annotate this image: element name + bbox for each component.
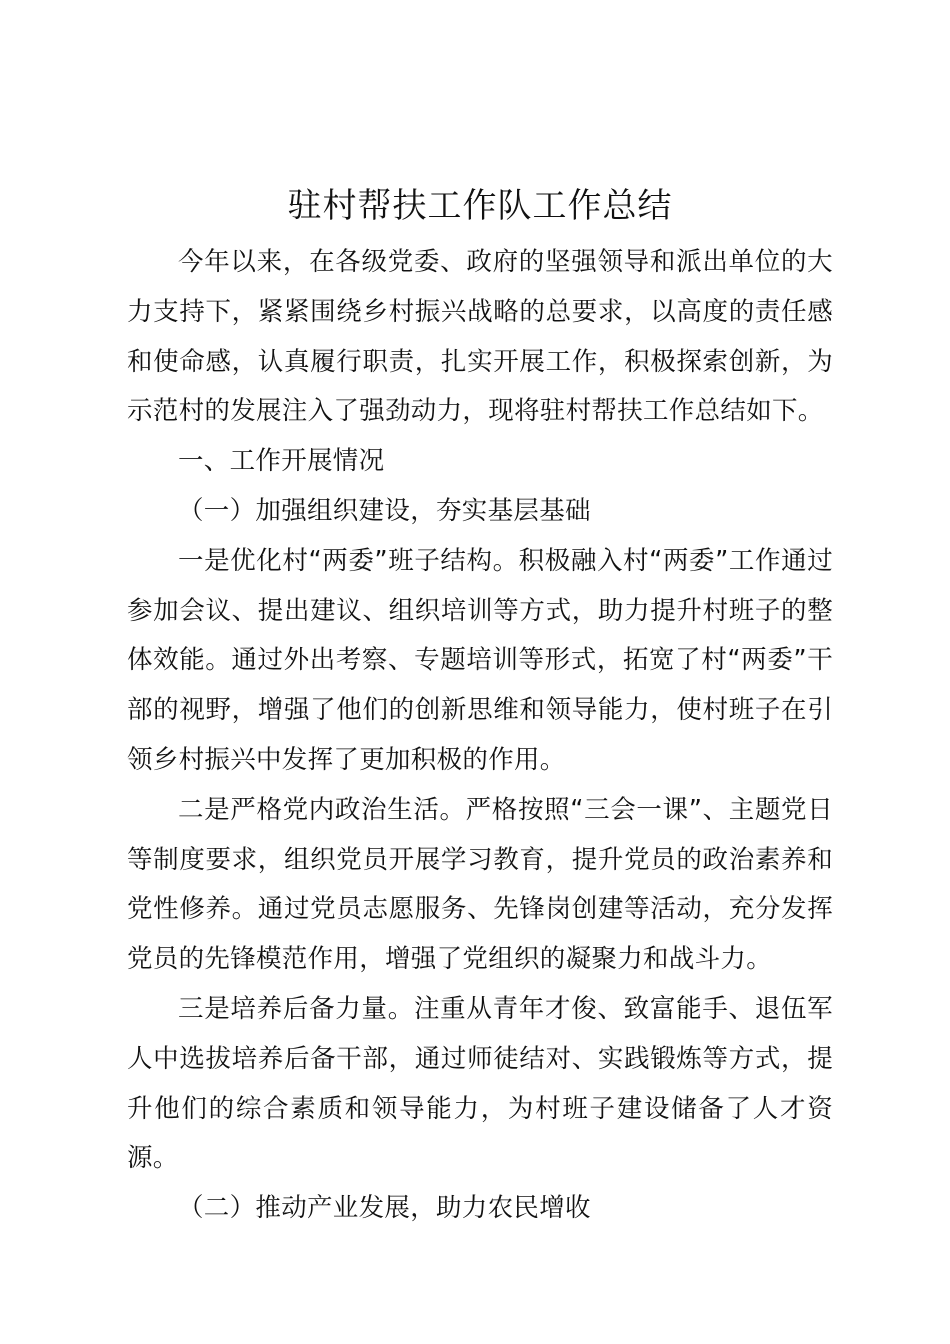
- paragraph-optimize-committee: 一是优化村“两委”班子结构。积极融入村“两委”工作通过参加会议、提出建议、组织培训等方式，助力提升村班子的整体效能。通过外出考察、专题培训等形式，拓宽了村“两委”干部的视野，增强了他们的创新思维和领导能力，使村班子在引领乡村振兴中发挥了更加积极的作用。: [127, 545, 833, 775]
- intro-paragraph: 今年以来，在各级党委、政府的坚强领导和派出单位的大力支持下，紧紧围绕乡村振兴战略的总要求，以高度的责任感和使命感，认真履行职责，扎实开展工作，积极探索创新，为示范村的发展注入了强劲动力，现将驻村帮扶工作总结如下。: [127, 247, 833, 427]
- section-heading-1: 一、工作开展情况: [178, 446, 385, 477]
- paragraph-party-life: 二是严格党内政治生活。严格按照“三会一课”、主题党日等制度要求，组织党员开展学习教育，提升党员的政治素养和党性修养。通过党员志愿服务、先锋岗创建等活动，充分发挥党员的先锋模范作用，增强了党组织的凝聚力和战斗力。: [127, 794, 833, 975]
- document-page: [127, 178, 833, 1234]
- subsection-heading-2: （二）推动产业发展，助力农民增收: [178, 1193, 591, 1224]
- document-title: 驻村帮扶工作队工作总结: [287, 186, 673, 226]
- subsection-heading-1: （一）加强组织建设，夯实基层基础: [178, 495, 591, 526]
- paragraph-reserve-cadres: 三是培养后备力量。注重从青年才俊、致富能手、退伍军人中选拔培养后备干部，通过师徒结对、实践锻炼等方式，提升他们的综合素质和领导能力，为村班子建设储备了人才资源。: [127, 993, 833, 1174]
